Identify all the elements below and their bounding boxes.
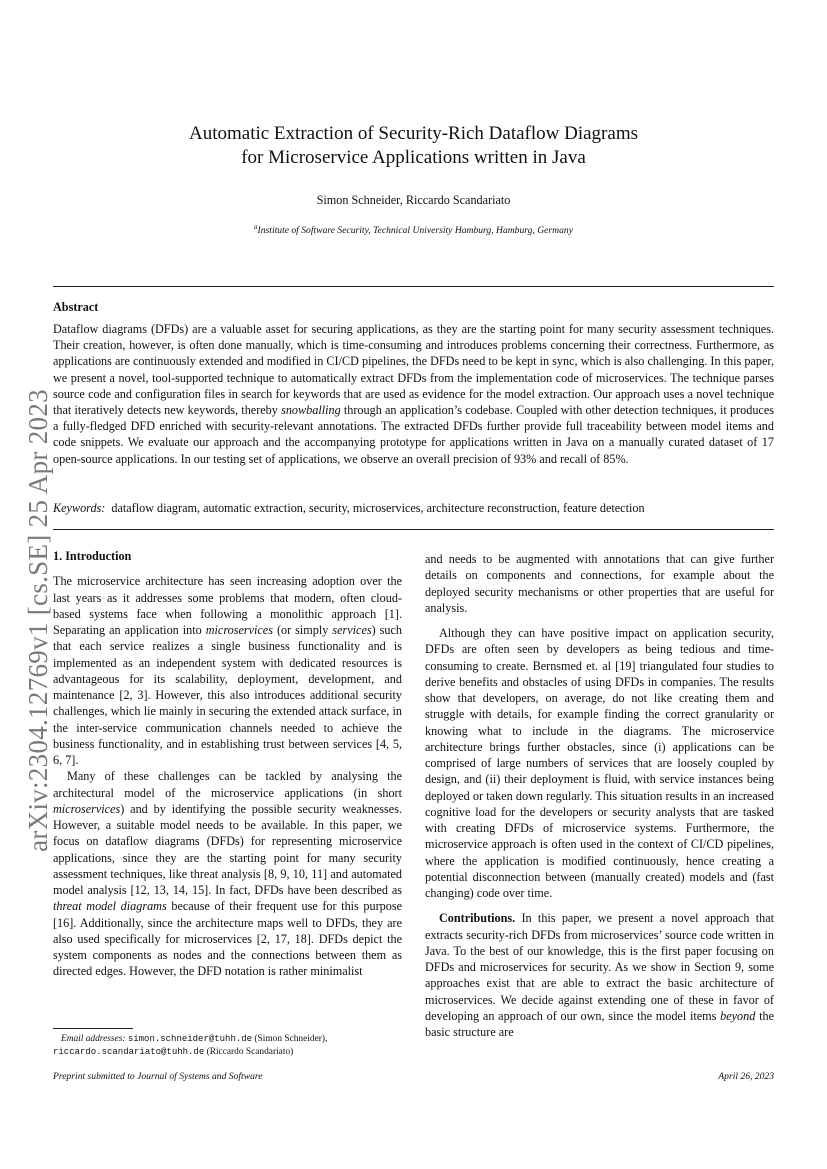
affiliation-text: Institute of Software Security, Technical University Hamburg, Hamburg, Germany [257,225,573,236]
keywords [53,500,774,516]
footnote-label: Email addresses: [61,1034,126,1044]
title-line-2: for Microservice Applications written in Java [241,147,586,168]
abstract-bottom-rule [53,529,774,530]
authors: Simon Schneider, Riccardo Scandariato [316,193,511,207]
preprint-date: April 26, 2023 [718,1071,774,1082]
affiliation [53,223,774,236]
top-rule [53,286,774,287]
intro-paragraph-4: Although they can have positive impact on application security, DFDs are often seen by developers as being tedious and time-consuming to create. Bernsmed et. al [19] triangulated four studies to derive benefits and obstacles of using DFDs in companies. The results show that developers, on average, do not like creating them and struggle with details, for example finding the correct granularity or knowing what to include in the diagrams. The microservice architecture brings further obstacles, since (i) applications can be comprised of large numbers of services that are loosely coupled by design, and (ii) their deployment is fluid, with service instances being deployed or taken down regularly. This situation results in an increased cognitive load for the developers or security analysts that are tasked with creating DFDs of microservice systems. Furthermore, the microservice approach is often used in the context of CI/CD pipelines, where the application is modified continuously, hence creating a potential disconnection between (manually created) models and (fast changing) code over time. [425,626,774,900]
arxiv-identifier: arXiv:2304.12769v1 [cs.SE] 25 Apr 2023 [23,388,54,852]
paper-title [53,122,774,170]
abstract-body: Dataflow diagrams (DFDs) are a valuable asset for securing applications, as they are the starting point for many security assessment techniques. Their creation, however, is often done manually, which is time-consuming and introduces problems concerning their correctness. Furthermore, as applications are continuously extended and modified in CI/CD pipelines, the DFDs need to be kept in sync, which is also challenging. In this paper, we present a novel, tool-supported technique to automatically extract DFDs from the implementation code of microservices. The technique parses source code and configuration files in search for keywords that are used as evidence for the model extraction. Our approach uses a novel technique that iteratively detects new keywords, thereby snowballing through an application’s codebase. Coupled with other detection techniques, it produces a fully-fledged DFD enriched with security-relevant annotations. The extracted DFDs further provide full traceability between model items and code snippets. We evaluate our approach and the accompanying prototype for applications written in Java on a manually curated dataset of 17 open-source applications. In our testing set of applications, we observe an overall precision of 93% and recall of 85%. [53,322,774,466]
keywords-text: dataflow diagram, automatic extraction, security, microservices, architecture reconstruction, feature detection [111,501,645,515]
intro-paragraph-1: The microservice architecture has seen increasing adoption over the last years as it addresses some problems that modern, often cloud-based systems face when following a monolithic approach [1]. Separating an application into microservices (or simply services) such that each service realizes a single business functionality and is implemented as an independent system with dedicated resources is advantageous for its scalability, deployment, development, and maintenance [2, 3]. However, this also introduces additional security challenges, which lie mainly in securing the extended attack surface, in the inter-service communication channels needed to achieve the business functionality, and in establishing trust between services [4, 5, 6, 7]. [53,574,403,767]
keywords-label: Keywords: [53,501,106,515]
abstract-heading: Abstract [53,300,99,314]
contributions-paragraph: Contributions. In this paper, we present a novel approach that extracts security-rich DFDs from microservices’ source code written in Java. To the best of our knowledge, this is the first paper focusing on DFDs and microservices for security. As we show in Section 9, some approaches exist that are able to extract the basic architecture of microservices. We decide against extending one of these in favor of developing an approach of our own, since the model items beyond the basic structure are [425,911,774,1039]
intro-paragraph-2: Many of these challenges can be tackled by analysing the architectural model of the microservice applications (in short microservices) and by identifying the possible security weaknesses. However, a suitable model needs to be available. In this paper, we focus on dataflow diagrams (DFDs) for representing microservice applications, since they are the starting point for many security assessment techniques, like threat analysis [8, 9, 10, 11] and automated model analysis [12, 13, 14, 15]. In fact, DFDs have been described as threat model diagrams because of their frequent use for this purpose [16]. Additionally, since the architecture maps well to DFDs, they are also used specifically for microservices [2, 17, 18]. DFDs depict the system components as nodes and the connections between them as directed edges. However, the DFD notation is rather minimalist [53,769,402,979]
email-schneider[interactable]: simon.schneider@tuhh.de [127,1034,253,1044]
title-line-1: Automatic Extraction of Security-Rich Dataflow Diagrams [188,123,638,144]
footnote-emails: Email addresses: simon.schneider@tuhh.de (Simon Schneider), riccardo.scandariato@tuhh.de (Riccardo Scandariato) [53,1034,328,1057]
intro-paragraph-3: and needs to be augmented with annotations that can give further details on components and connections, for example about the deployed security mechanisms or other properties that are useful for analysis. [425,552,774,615]
left-column [53,548,402,980]
right-column [425,551,774,1040]
footnote-rule [53,1028,133,1029]
affiliation-marker: a [254,223,258,231]
email-scandariato[interactable]: riccardo.scandariato@tuhh.de [53,1047,205,1057]
section-heading-introduction: 1. Introduction [53,549,132,563]
preprint-notice: Preprint submitted to Journal of Systems and Software [53,1071,263,1082]
